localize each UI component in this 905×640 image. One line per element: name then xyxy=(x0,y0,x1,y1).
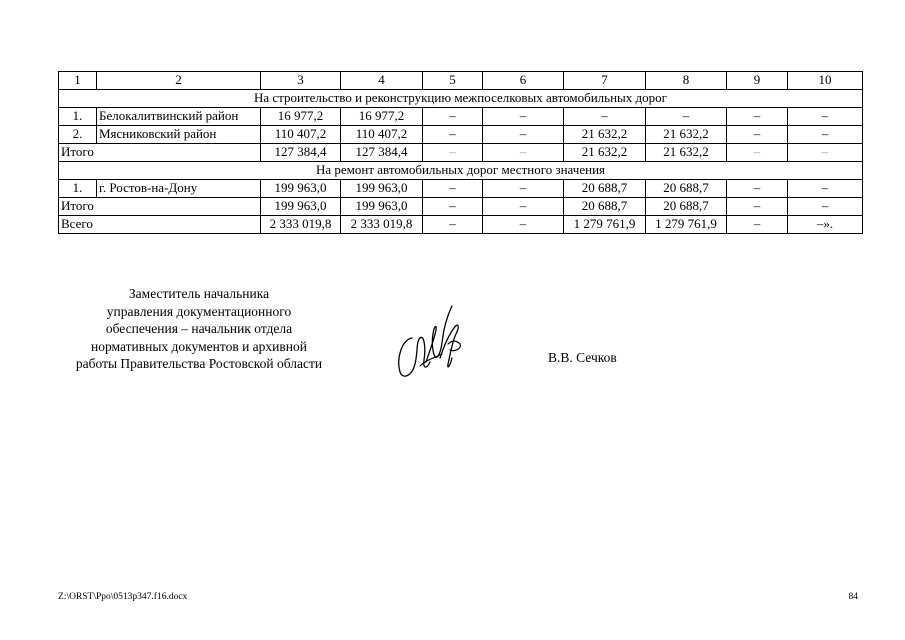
table-cell: 2 333 019,8 xyxy=(261,216,341,234)
table-cell: – xyxy=(483,126,564,144)
table-cell: – xyxy=(727,108,788,126)
table-cell: 127 384,4 xyxy=(261,144,341,162)
table-cell: 1 279 761,9 xyxy=(564,216,646,234)
section-title-row xyxy=(59,90,863,108)
table-cell: 127 384,4 xyxy=(341,144,423,162)
table-cell: 20 688,7 xyxy=(564,198,646,216)
header-cell: 8 xyxy=(646,72,727,90)
table-cell: 20 688,7 xyxy=(646,198,727,216)
table-cell: – xyxy=(727,216,788,234)
table-cell: – xyxy=(727,126,788,144)
table-cell: – xyxy=(788,198,863,216)
header-cell: 1 xyxy=(59,72,97,90)
subtotal-label: Итого xyxy=(59,144,261,162)
table-cell: – xyxy=(483,180,564,198)
district-name: Белокалитвинский район xyxy=(97,108,261,126)
table-cell: 16 977,2 xyxy=(261,108,341,126)
table-cell: – xyxy=(483,144,564,162)
district-name: Мясниковский район xyxy=(97,126,261,144)
header-cell: 2 xyxy=(97,72,261,90)
table-cell: – xyxy=(788,144,863,162)
table-cell: 199 963,0 xyxy=(261,198,341,216)
table-cell: 21 632,2 xyxy=(564,144,646,162)
position-line: управления документационного xyxy=(106,303,292,319)
table-cell: 199 963,0 xyxy=(341,198,423,216)
handwritten-signature xyxy=(390,300,470,384)
position-line: нормативных документов и архивной xyxy=(91,338,307,354)
subtotal-label: Итого xyxy=(59,198,261,216)
table-cell: 199 963,0 xyxy=(261,180,341,198)
section-title-row xyxy=(59,162,863,180)
table-cell: 21 632,2 xyxy=(646,126,727,144)
table-cell: – xyxy=(423,144,483,162)
section-title: На ремонт автомобильных дорог местного значения xyxy=(59,162,863,180)
table-cell: – xyxy=(483,216,564,234)
table-cell: – xyxy=(564,108,646,126)
table-cell: 21 632,2 xyxy=(564,126,646,144)
table-cell: – xyxy=(788,108,863,126)
table-cell: – xyxy=(423,126,483,144)
table-cell: – xyxy=(727,198,788,216)
table-cell: 20 688,7 xyxy=(564,180,646,198)
header-cell: 10 xyxy=(788,72,863,90)
table-cell: – xyxy=(423,180,483,198)
table-cell: – xyxy=(483,198,564,216)
table-row xyxy=(59,180,863,198)
row-number: 1. xyxy=(59,108,97,126)
table-cell: – xyxy=(483,108,564,126)
district-name: г. Ростов-на-Дону xyxy=(97,180,261,198)
subtotal-row xyxy=(59,198,863,216)
table-cell: 110 407,2 xyxy=(261,126,341,144)
table-cell: – xyxy=(788,126,863,144)
header-cell: 3 xyxy=(261,72,341,90)
subtotal-row xyxy=(59,144,863,162)
position-line: обеспечения – начальник отдела xyxy=(105,321,293,336)
signatory-name: В.В. Сечков xyxy=(548,350,617,365)
table-cell: 16 977,2 xyxy=(341,108,423,126)
table-cell: 2 333 019,8 xyxy=(341,216,423,234)
appropriations-table xyxy=(58,71,863,234)
table-row xyxy=(59,126,863,144)
header-cell: 6 xyxy=(483,72,564,90)
table-cell: 1 279 761,9 xyxy=(646,216,727,234)
position-line: работы Правительства Ростовской области xyxy=(75,356,323,371)
table-cell: 199 963,0 xyxy=(341,180,423,198)
table-cell: – xyxy=(423,216,483,234)
table-row xyxy=(59,108,863,126)
header-cell: 4 xyxy=(341,72,423,90)
table-cell: –». xyxy=(788,216,863,234)
table-cell: – xyxy=(646,108,727,126)
row-number: 1. xyxy=(59,180,97,198)
header-cell: 5 xyxy=(423,72,483,90)
signatory-position xyxy=(58,285,340,373)
row-number: 2. xyxy=(59,126,97,144)
table-header-row xyxy=(59,72,863,90)
table-cell: – xyxy=(727,144,788,162)
table-cell: – xyxy=(788,180,863,198)
header-cell: 9 xyxy=(727,72,788,90)
page-number: 84 xyxy=(848,592,858,602)
table-cell: – xyxy=(423,108,483,126)
section-title: На строительство и реконструкцию межпоселковых автомобильных дорог xyxy=(59,90,863,108)
table-cell: 110 407,2 xyxy=(341,126,423,144)
position-line: Заместитель начальника xyxy=(128,286,270,301)
header-cell: 7 xyxy=(564,72,646,90)
grand-total-label: Всего xyxy=(59,216,261,234)
table-cell: 21 632,2 xyxy=(646,144,727,162)
table-cell: – xyxy=(423,198,483,216)
table-cell: 20 688,7 xyxy=(646,180,727,198)
grand-total-row xyxy=(59,216,863,234)
file-path: Z:\ORST\Ppo\0513p347.f16.docx xyxy=(58,592,188,602)
table-cell: – xyxy=(727,180,788,198)
